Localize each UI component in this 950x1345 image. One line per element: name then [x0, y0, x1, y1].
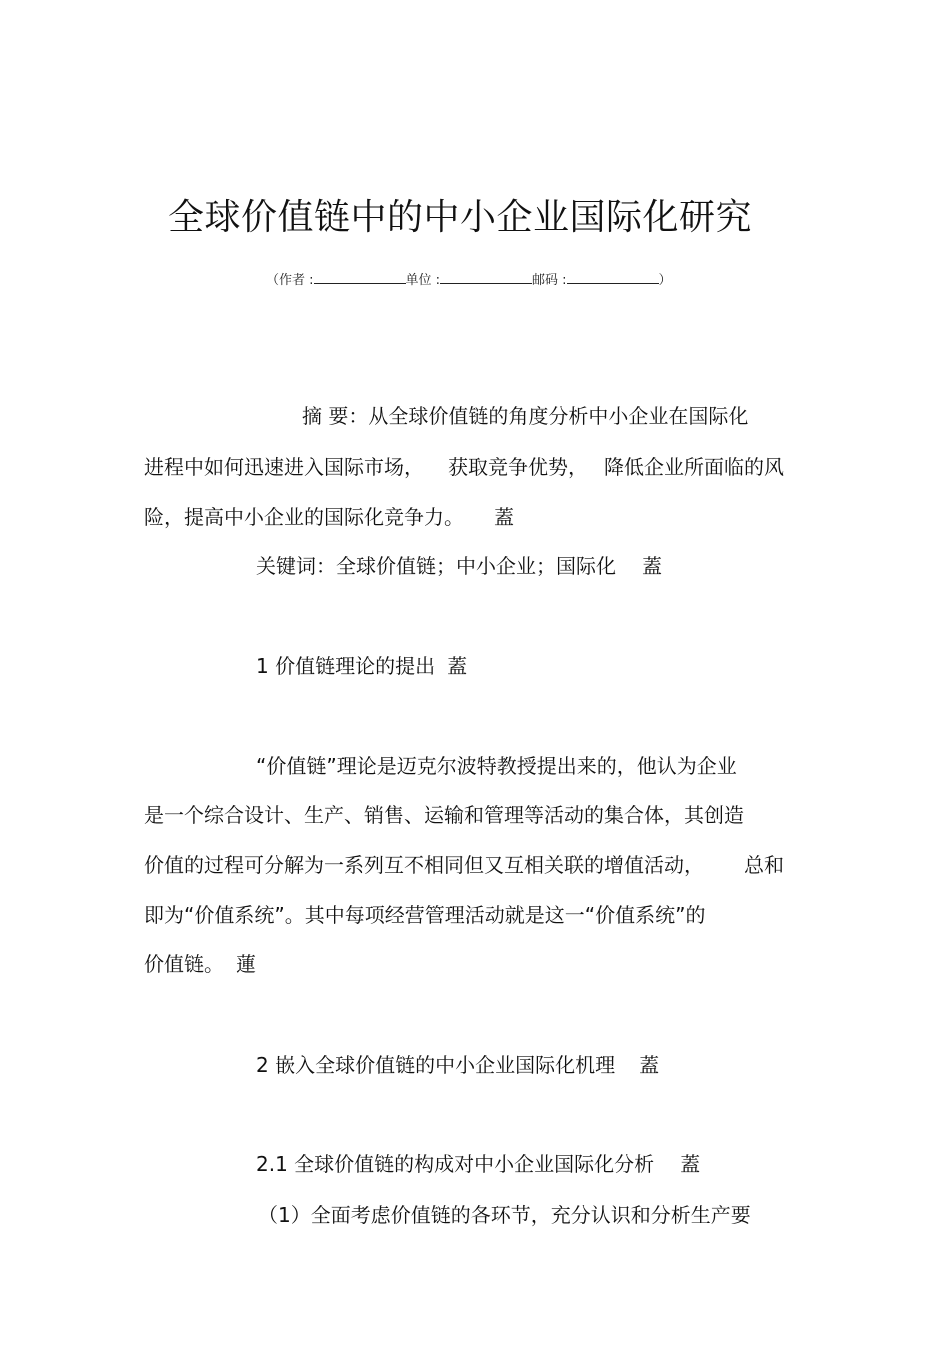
section-1-text-5: 价值链。 — [144, 952, 224, 976]
unit-blank — [440, 269, 532, 284]
zip-blank — [567, 269, 659, 284]
section-1-text-2: 是一个综合设计、生产、销售、运输和管理等活动的集合体，其创造 — [144, 803, 744, 827]
section-1-text-3a: 价值的过程可分解为一系列互不相同但又互相关联的增值活动， — [144, 853, 704, 877]
section-2-1-mark: 蓋 — [680, 1152, 701, 1176]
section-1-text-4: 即为“价值系统”。其中每项经营管理活动就是这一“价值系统”的 — [144, 903, 706, 927]
section-2-mark: 蓋 — [639, 1053, 660, 1077]
section-1-heading-text: 1 价值链理论的提出 — [256, 654, 436, 678]
section-1-paragraph-line-4 — [144, 901, 705, 929]
abstract-text-1: 摘 要：从全球价值链的角度分析中小企业在国际化 — [302, 404, 749, 428]
section-2-heading-text: 2 嵌入全球价值链的中小企业国际化机理 — [256, 1053, 616, 1077]
section-2-1-heading — [256, 1150, 700, 1178]
section-1-text-1: “价值链”理论是迈克尔波特教授提出来的，他认为企业 — [256, 754, 737, 778]
author-info-close: ） — [658, 273, 672, 288]
abstract-line-3 — [144, 503, 514, 531]
section-1-end-mark: 蓮 — [236, 952, 256, 976]
section-2-1-heading-text: 2.1 全球价值链的构成对中小企业国际化分析 — [256, 1152, 655, 1176]
author-info-line — [266, 269, 672, 291]
section-2-1-text-1: （1）全面考虑价值链的各环节，充分认识和分析生产要 — [258, 1203, 751, 1227]
abstract-text-3: 险，提高中小企业的国际化竞争力。 — [144, 505, 464, 529]
abstract-text-2a: 进程中如何迅速进入国际市场， — [144, 455, 424, 479]
abstract-line-1 — [302, 402, 748, 430]
keywords-text: 关键词：全球价值链；中小企业；国际化 — [256, 554, 616, 578]
section-1-mark: 蓋 — [447, 654, 468, 678]
abstract-text-2b: 获取竞争优势， — [448, 455, 588, 479]
section-2-1-paragraph-line-1 — [258, 1201, 751, 1229]
section-1-heading — [256, 652, 467, 680]
section-2-heading — [256, 1051, 659, 1079]
keywords-line — [256, 552, 662, 580]
section-1-paragraph-line-3 — [144, 851, 784, 879]
author-blank — [314, 269, 406, 284]
section-1-paragraph-line-2 — [144, 801, 744, 829]
abstract-line-2 — [144, 453, 784, 481]
unit-label: 单位 : — [405, 273, 441, 288]
section-1-paragraph-line-5 — [144, 950, 256, 978]
abstract-mark: 蓋 — [494, 505, 514, 529]
abstract-text-2c: 降低企业所面临的风 — [604, 455, 784, 479]
zip-label: 邮码 : — [532, 273, 567, 288]
author-label: （作者 : — [266, 273, 314, 288]
keywords-mark: 蓋 — [642, 554, 662, 578]
page-title: 全球价值链中的中小企业国际化研究 — [168, 197, 753, 238]
section-1-text-3b: 总和 — [744, 853, 784, 877]
section-1-paragraph-line-1 — [256, 752, 737, 780]
